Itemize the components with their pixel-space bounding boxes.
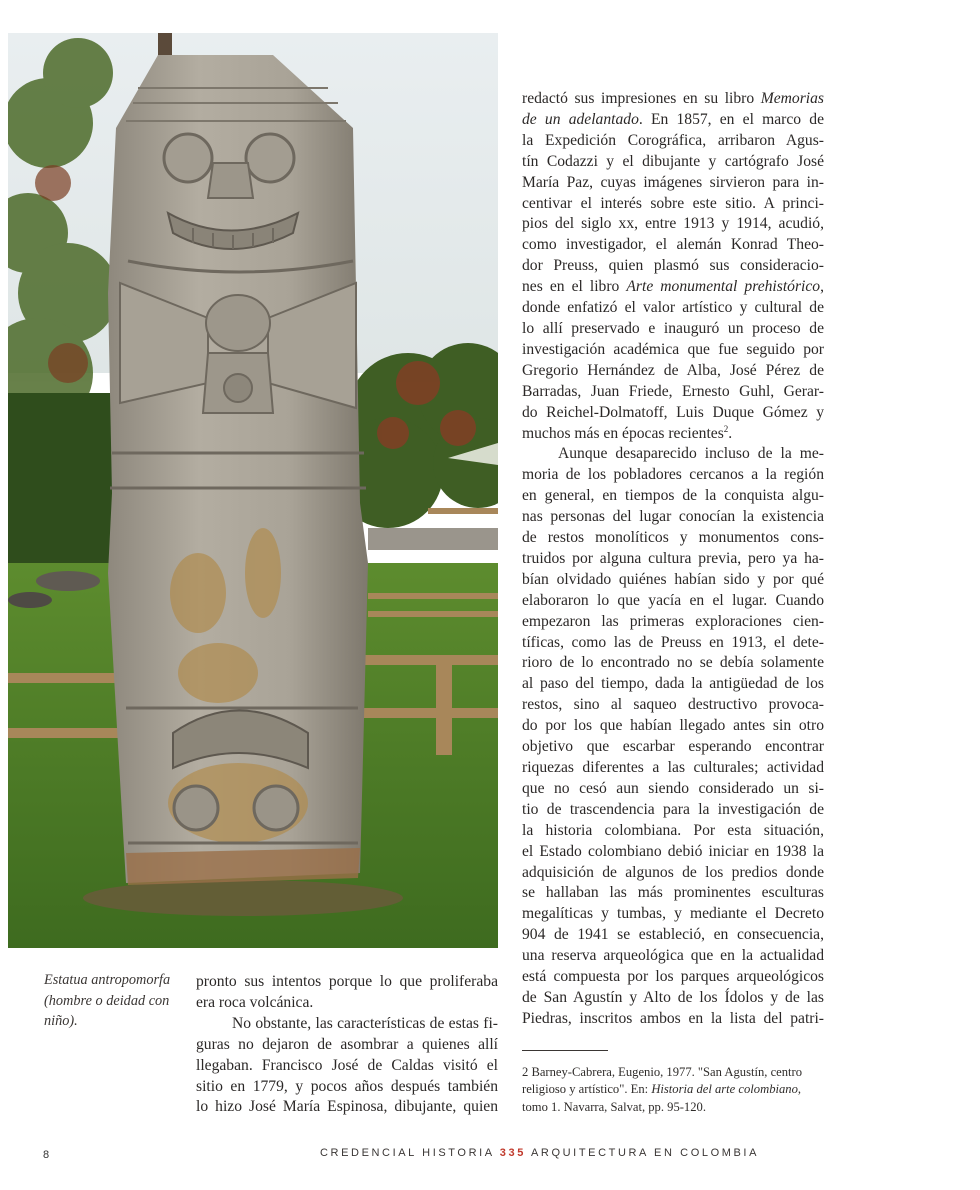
footnote — [522, 1064, 824, 1116]
text-line: tio de trascendencia para la investigación de — [522, 800, 824, 818]
text-line: pronto sus intentos porque lo que proliferaba — [196, 973, 498, 990]
text-line: megalíticas y tumbas, y mediante el Decreto — [522, 905, 824, 923]
text-line: bían olvidado quiénes habían sido y por qué — [522, 570, 824, 588]
text-line: de San Agustín y Alto de los Ídolos y de las — [522, 988, 824, 1006]
text-line: riquezas diferentes a las culturales; actividad — [522, 759, 824, 776]
footnote-line: tomo 1. Navarra, Salvat, pp. 95-120. — [522, 1099, 706, 1114]
text-line: Aunque desaparecido incluso de la me- — [558, 445, 824, 463]
text-line: una reserva arqueológica que en la actualidad — [522, 947, 824, 965]
text-line: sitio en 1779, y pocos años después también — [196, 1077, 498, 1095]
text-line: investigación académica que fue seguido por — [522, 340, 824, 358]
issue-number: 335 — [499, 1147, 526, 1159]
text-line: tíficas, como las de Preuss en 1913, el dete- — [522, 633, 824, 651]
text-line: No obstante, las características de estas fi- — [232, 1014, 498, 1032]
text-line: empezaron las primeras exploraciones cien- — [522, 612, 824, 630]
caption-line: Estatua antropomorfa — [44, 972, 171, 988]
text-line: en general, en tiempos de la conquista algu- — [522, 487, 824, 505]
text-line: se hallaban las más prominentes esculturas — [522, 884, 824, 902]
text-line: está compuesta por los parques arqueológicos — [522, 968, 824, 986]
text-line: como investigador, el alemán Konrad Theo- — [522, 236, 824, 254]
text-line: lo hizo José María Espinosa, dibujante, quien — [196, 1098, 498, 1116]
text-line: 904 de 1941 se estableció, en consecuencia, — [522, 926, 824, 944]
text-line: era roca volcánica. — [196, 993, 314, 1011]
text-line: do Reichel-Dolmatoff, Luis Duque Gómez y — [522, 403, 824, 421]
section-name: ARQUITECTURA EN COLOMBIA — [530, 1147, 760, 1159]
photo-caption — [44, 970, 184, 1032]
text-line: donde enfatizó el valor artístico y cultural de — [522, 299, 824, 317]
body-text-right-column — [522, 89, 824, 1030]
text-line: centivar el interés sobre este sitio. A princi- — [522, 194, 824, 212]
page-number: 8 — [43, 1149, 50, 1161]
text-line: al paso del tiempo, dada la antigüedad de los — [522, 675, 824, 693]
text-line: rioro de lo encontrado no se debía solamente — [522, 654, 824, 672]
text-line: elaboraron lo que yacía en el lugar. Cuando — [522, 591, 824, 609]
text-line: nas personas del lugar conocían la existencia — [522, 508, 824, 526]
text-line: truidos por alguna cultura previa, pero ya ha- — [522, 549, 824, 567]
publication-name: CREDENCIAL HISTORIA — [320, 1147, 495, 1159]
footnote-rule — [522, 1050, 608, 1051]
text-line: guras no dejaron de asombrar a quienes allí — [196, 1035, 498, 1053]
caption-line: niño). — [44, 1013, 78, 1029]
body-text-left-column — [196, 972, 498, 1118]
text-line: la historia colombiana. Por esta situación, — [522, 821, 824, 839]
statue-photo — [8, 33, 498, 948]
text-line: tín Codazzi y el dibujante y cartógrafo José — [522, 152, 824, 170]
text-line: lo allí preservado e inauguró un proceso de — [522, 319, 824, 337]
text-line: objetivo que escarbar esperando encontrar — [522, 738, 824, 756]
footnote-line: religioso y artístico". En: Historia del arte colombiano, — [522, 1082, 802, 1097]
text-line: Piedras, inscritos ambos en la lista del patri- — [522, 1009, 824, 1027]
text-line: la Expedición Corográfica, arribaron Agus- — [522, 131, 824, 149]
bleed-through-shadow — [500, 60, 520, 360]
text-line: Gregorio Hernández de Alba, José Pérez de — [522, 361, 824, 379]
text-line: pios del siglo xx, entre 1913 y 1914, acudió, — [522, 215, 824, 233]
text-line: moria de los pobladores cercanos a la región — [522, 466, 824, 484]
text-line: de un adelantado. En 1857, en el marco de — [522, 110, 824, 128]
text-line: restos, sino al saqueo destructivo provoca- — [522, 696, 824, 714]
text-line: redactó sus impresiones en su libro Memorias — [522, 90, 824, 107]
text-line: llegaban. Francisco José de Caldas visitó el — [196, 1056, 498, 1074]
text-line: María Paz, cuyas imágenes sirvieron para in- — [522, 173, 824, 191]
text-line: de restos monolíticos y monumentos cons- — [522, 529, 824, 547]
text-line: adquisición de algunos de los predios donde — [522, 863, 824, 881]
footnote-reference: 2 — [723, 423, 729, 434]
text-line: el Estado colombiano debió iniciar en 1938 la — [522, 842, 824, 860]
text-line: Barradas, Juan Friede, Ernesto Guhl, Gerar- — [522, 382, 824, 400]
text-line: dor Preuss, quien plasmó sus consideracio- — [522, 257, 824, 275]
caption-line: (hombre o deidad con — [44, 992, 170, 1009]
text-line: muchos más en épocas recientes$^2$. — [522, 423, 733, 442]
running-footer — [320, 1147, 759, 1159]
footnote-line: 2 Barney-Cabrera, Eugenio, 1977. "San Agustín, centro — [522, 1065, 803, 1079]
text-line: que no cesó aun siendo considerado un si- — [522, 779, 824, 797]
text-line: do por los que habían llegado antes sin otro — [522, 717, 824, 735]
text-line: nes en el libro Arte monumental prehistórico, — [522, 278, 824, 296]
